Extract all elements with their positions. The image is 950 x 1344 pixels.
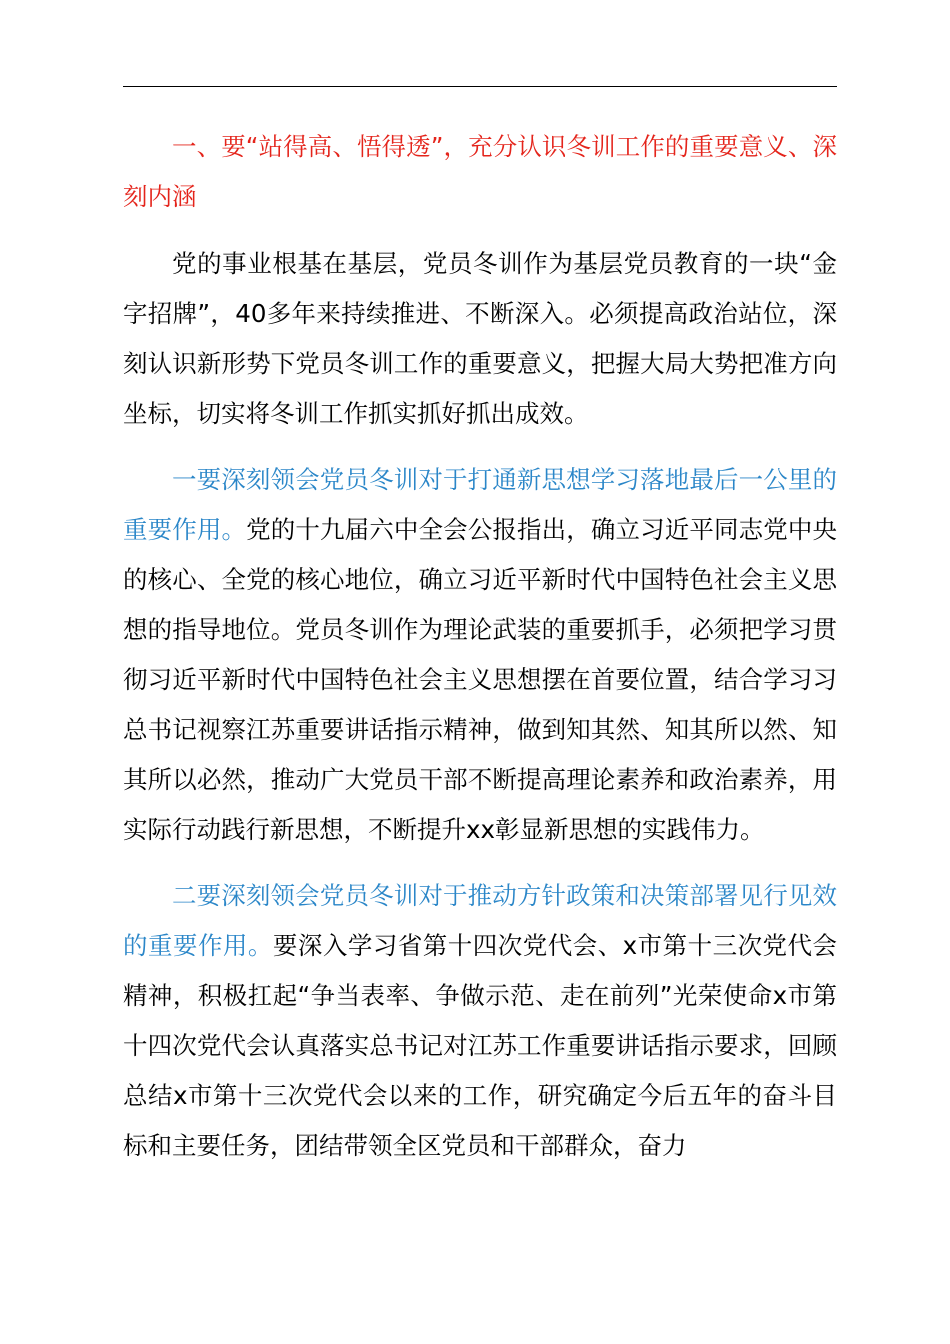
document-body [123, 122, 837, 1187]
paragraph-intro: 党的事业根基在基层，党员冬训作为基层党员教育的一块“金字招牌”，40多年来持续推进、不断深入。必须提高政治站位，深刻认识新形势下党员冬训工作的重要意义，把握大局大势把准方向坐标，切实将冬训工作抓实抓好抓出成效。 [123, 249, 837, 428]
point-two-lead: 二要深刻领会党员冬训对于推动方针政策和决策部署见行见效的重要作用。 [123, 881, 837, 960]
header-rule [123, 86, 837, 87]
section-heading: 一、要“站得高、悟得透”，充分认识冬训工作的重要意义、深刻内涵 [123, 132, 837, 211]
paragraph-point-two [123, 871, 837, 1171]
point-one-body: 党的十九届六中全会公报指出，确立习近平同志党中央的核心、全党的核心地位，确立习近平新时代中国特色社会主义思想的指导地位。党员冬训作为理论武装的重要抓手，必须把学习贯彻习近平新时代中国特色社会主义思想摆在首要位置，结合学习习总书记视察江苏重要讲话指示精神，做到知其然、知其所以然、知其所以必然，推动广大党员干部不断提高理论素养和政治素养，用实际行动践行新思想，不断提升xx彰显新思想的实践伟力。 [123, 515, 837, 844]
point-two-body: 要深入学习省第十四次党代会、x市第十三次党代会精神，积极扛起“争当表率、争做示范、走在前列”光荣使命x市第十四次党代会认真落实总书记对江苏工作重要讲话指示要求，回顾总结x市第十三次党代会以来的工作，研究确定今后五年的奋斗目标和主要任务，团结带领全区党员和干部群众，奋力 [123, 931, 838, 1160]
paragraph-point-one [123, 455, 837, 855]
point-one-lead: 一要深刻领会党员冬训对于打通新思想学习落地最后一公里的重要作用。 [123, 465, 837, 544]
